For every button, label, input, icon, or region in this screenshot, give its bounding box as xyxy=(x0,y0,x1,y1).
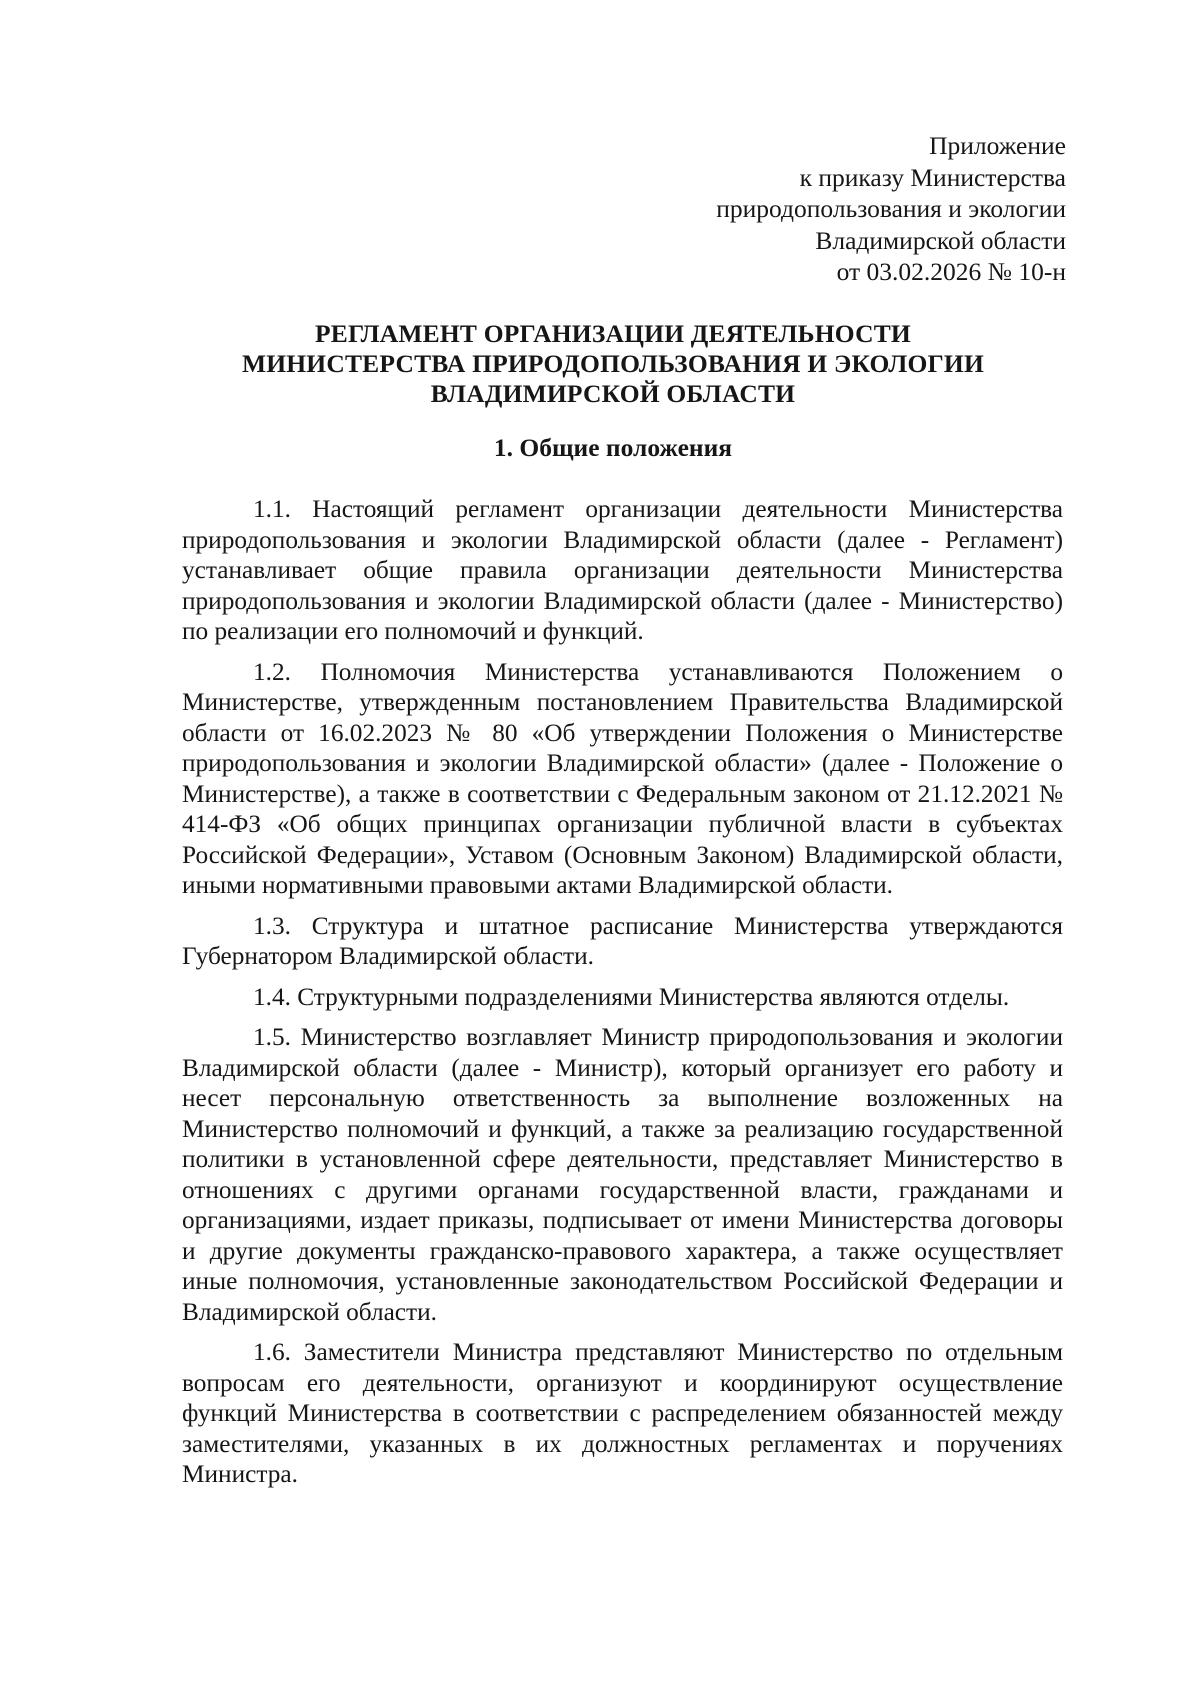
appendix-line: природопользования и экологии xyxy=(716,194,1066,223)
paragraph-1-5: 1.5. Министерство возглавляет Министр природопользования и экологии Владимирской области (далее - Министр), который организует его работу и несет персональную ответственность за выполнение возложенных на Министерство полномочий и функций, а также за реализацию государственной политики в установленной сфере деятельности, представляет Министерство в отношениях с другими органами государственной власти, гражданами и организациями, издает приказы, подписывает от имени Министерства договоры и другие документы гражданско-правового характера, а также осуществляет иные полномочия, установленные законодательством Российской Федерации и Владимирской области. xyxy=(182,1023,1063,1326)
document-title xyxy=(160,319,1066,409)
paragraph-1-6: 1.6. Заместители Министра представляют Министерство по отдельным вопросам его деятельности, организуют и координируют осуществление функций Министерства в соответствии с распределением обязанностей между заместителями, указанных в их должностных регламентах и поручениях Министра. xyxy=(182,1338,1063,1488)
paragraph-1-1: 1.1. Настоящий регламент организации деятельности Министерства природопользования и экологии Владимирской области (далее - Регламент) устанавливает общие правила организации деятельности Министерства природопользования и экологии Владимирской области (далее - Министерство) по реализации его полномочий и функций. xyxy=(182,495,1063,645)
appendix-order-date: от 03.02.2026 № 10-н xyxy=(836,257,1066,286)
appendix-line: Приложение xyxy=(929,131,1066,160)
section-heading: 1. Общие положения xyxy=(493,433,733,462)
title-line: ВЛАДИМИРСКОЙ ОБЛАСТИ xyxy=(430,379,796,408)
appendix-line: к приказу Министерства xyxy=(799,162,1066,192)
title-line: РЕГЛАМЕНТ ОРГАНИЗАЦИИ ДЕЯТЕЛЬНОСТИ xyxy=(315,319,911,348)
paragraph-1-3: 1.3. Структура и штатное расписание Министерства утверждаются Губернатором Владимирской области. xyxy=(182,911,1063,970)
appendix-line: Владимирской области xyxy=(815,225,1066,255)
paragraph-1-2: 1.2. Полномочия Министерства устанавливаются Положением о Министерстве, утвержденным постановлением Правительства Владимирской области от 16.02.2023 № 80 «Об утверждении Положения о Министерстве природопользования и экологии Владимирской области» (далее - Положение о Министерстве), а также в соответствии с Федеральным законом от 21.12.2021 № 414-ФЗ «Об общих принципах организации публичной власти в субъектах Российской Федерации», Уставом (Основным Законом) Владимирской области, иными нормативными правовыми актами Владимирской области. xyxy=(182,657,1063,899)
title-line: МИНИСТЕРСТВА ПРИРОДОПОЛЬЗОВАНИЯ И ЭКОЛОГИИ xyxy=(241,349,985,378)
appendix-block xyxy=(716,130,1066,288)
paragraph-1-4: 1.4. Структурными подразделениями Министерства являются отделы. xyxy=(253,982,1010,1011)
document-body xyxy=(182,494,1063,1500)
